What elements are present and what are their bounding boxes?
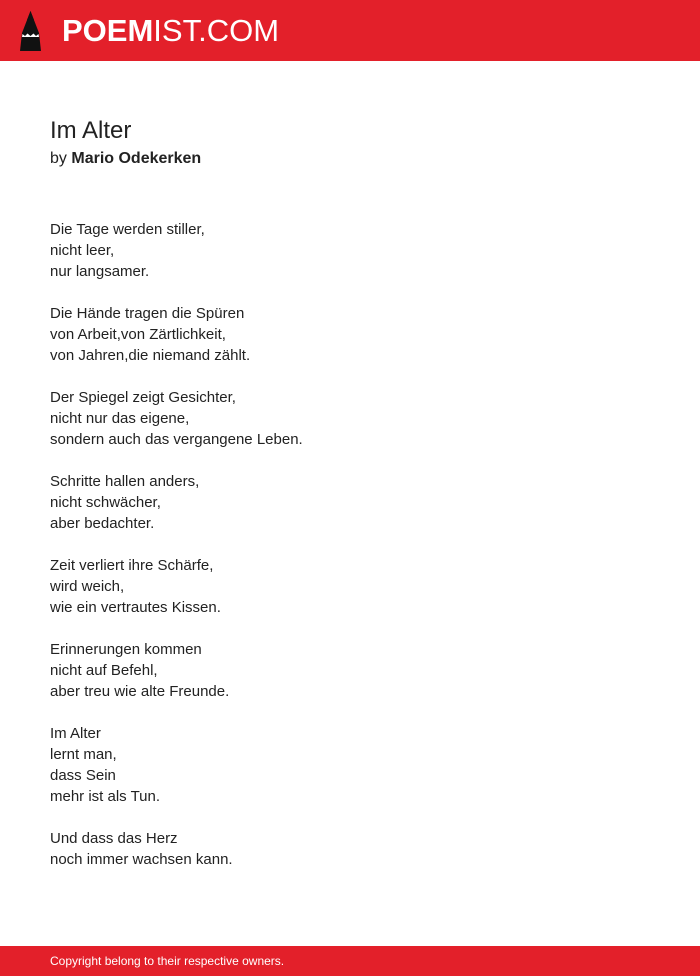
poem-stanza — [50, 219, 650, 282]
poem-line: aber treu wie alte Freunde. — [50, 683, 230, 700]
site-logo[interactable] — [62, 11, 279, 51]
poem-stanza — [50, 303, 650, 366]
site-header — [0, 0, 700, 61]
poem-line: nicht schwächer, — [50, 494, 161, 511]
poem-line: sondern auch das vergangene Leben. — [50, 431, 303, 448]
poem-line: lernt man, — [50, 746, 117, 763]
poem-stanza — [50, 723, 650, 807]
copyright-text: Copyright belong to their respective owners. — [50, 954, 285, 968]
poem-stanza — [50, 471, 650, 534]
pencil-icon[interactable] — [17, 10, 44, 52]
poem-line: Im Alter — [50, 725, 101, 742]
poem-stanza — [50, 639, 650, 702]
poem-line: von Arbeit,von Zärtlichkeit, — [50, 326, 226, 343]
poem-byline — [50, 149, 201, 169]
poem-stanza — [50, 387, 650, 450]
poem-line: Erinnerungen kommen — [50, 641, 202, 658]
poem-line: nur langsamer. — [50, 263, 150, 280]
logo-text-bold: POEM — [62, 13, 154, 48]
poem-line: von Jahren,die niemand zählt. — [50, 347, 251, 364]
poem-line: nicht leer, — [50, 242, 115, 259]
poem-line: aber bedachter. — [50, 515, 155, 532]
poem-stanza — [50, 828, 650, 870]
poem-stanza — [50, 555, 650, 618]
poem-line: Schritte hallen anders, — [50, 473, 200, 490]
poem-line: mehr ist als Tun. — [50, 788, 161, 805]
poem-line: wird weich, — [50, 578, 125, 595]
poem-line: Die Hände tragen die Spüren — [50, 305, 245, 322]
poem-line: Der Spiegel zeigt Gesichter, — [50, 389, 236, 406]
poem-line: noch immer wachsen kann. — [50, 851, 233, 868]
poem-line: wie ein vertrautes Kissen. — [50, 599, 221, 616]
poem-body — [50, 219, 650, 891]
poem-line: nicht nur das eigene, — [50, 410, 190, 427]
poem-title: Im Alter — [50, 117, 132, 144]
logo-text-light: IST.COM — [153, 13, 280, 48]
site-footer — [0, 946, 700, 976]
poem-line: dass Sein — [50, 767, 116, 784]
poem-line: Und dass das Herz — [50, 830, 178, 847]
poem-line: nicht auf Befehl, — [50, 662, 158, 679]
by-label: by — [50, 150, 67, 167]
author-name: Mario Odekerken — [71, 150, 202, 167]
poem-line: Zeit verliert ihre Schärfe, — [50, 557, 214, 574]
poem-line: Die Tage werden stiller, — [50, 221, 205, 238]
